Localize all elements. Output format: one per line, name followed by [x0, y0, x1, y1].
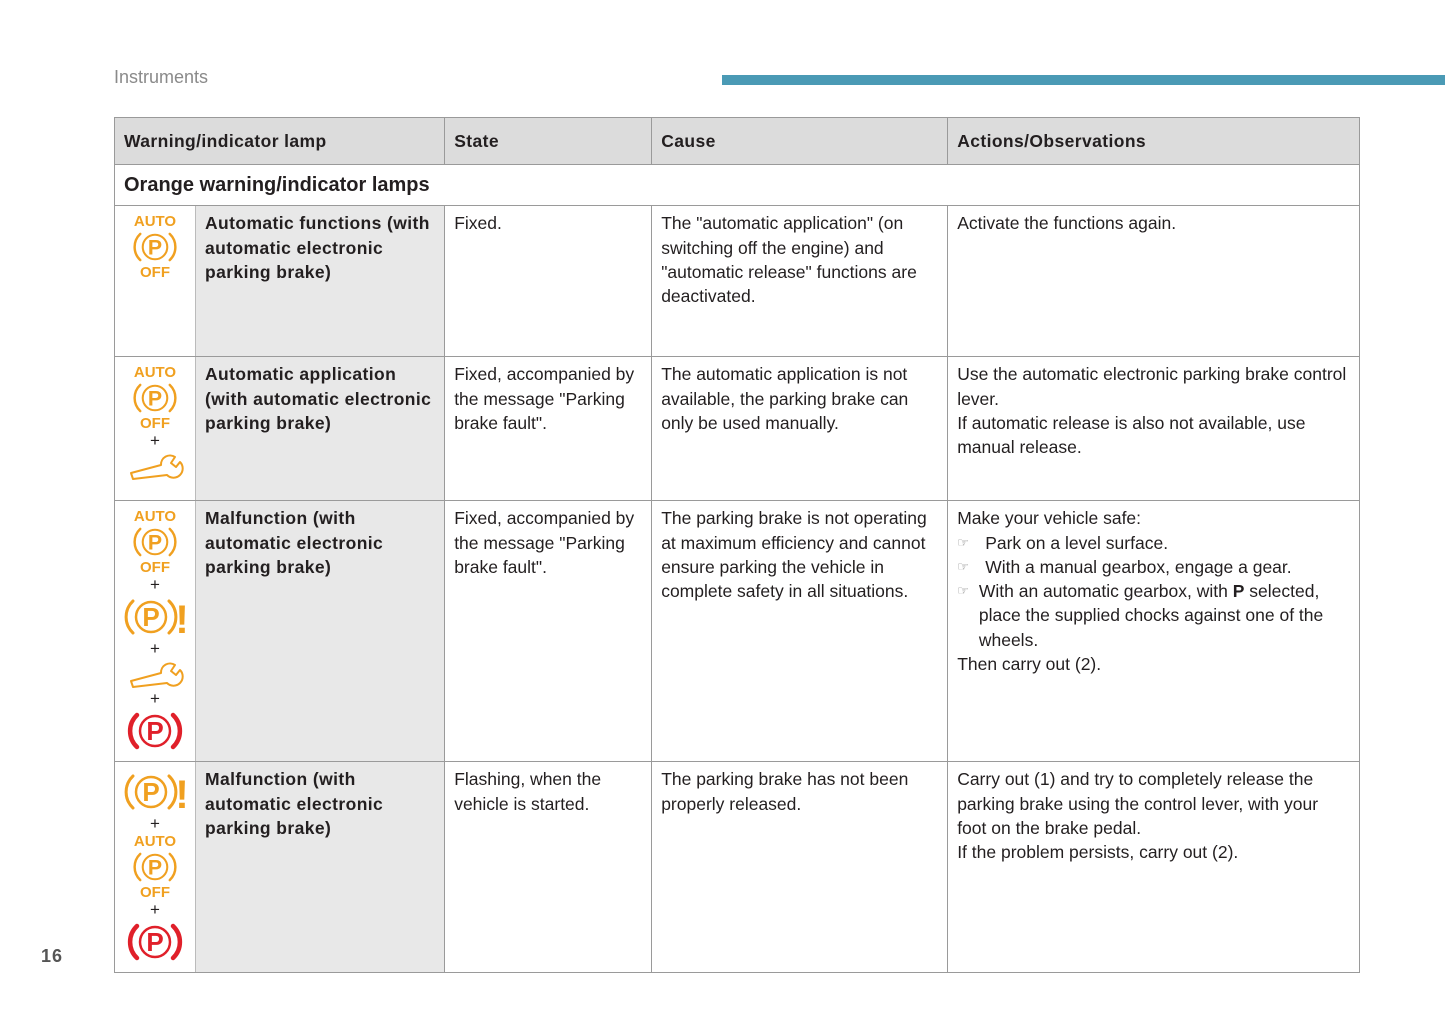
- lamp-icons: [115, 357, 196, 501]
- lamp-icons: [115, 501, 196, 762]
- lamp-cause: The automatic application is not available, the parking brake can only be used manually.: [652, 357, 948, 501]
- table-row: [115, 762, 1360, 973]
- col-lamp: Warning/indicator lamp: [115, 118, 445, 165]
- section-heading: Orange warning/indicator lamps: [115, 165, 1360, 206]
- lamp-name: Malfunction (with automatic electronic parking brake): [196, 762, 445, 973]
- warning-lamps-table: [114, 117, 1360, 973]
- lamp-state: Fixed, accompanied by the message "Parking brake fault".: [445, 357, 652, 501]
- auto-parking-off-icon: AUTO P OFF: [123, 834, 187, 900]
- plus-sign: +: [150, 900, 160, 920]
- action-bullet: ☞ With a manual gearbox, engage a gear.: [957, 555, 1350, 579]
- parking-brake-warning-icon: [123, 595, 189, 643]
- lamp-cause: The "automatic application" (on switching off the engine) and "automatic release" functions are deactivated.: [652, 206, 948, 357]
- table-row: [115, 357, 1360, 501]
- table-header-row: [115, 118, 1360, 165]
- auto-parking-off-icon: AUTO P OFF: [123, 365, 187, 431]
- svg-text:P: P: [147, 855, 163, 880]
- plus-sign: +: [150, 431, 160, 451]
- parking-brake-icon: [127, 920, 183, 964]
- action-outro: Then carry out (2).: [957, 654, 1102, 675]
- wrench-icon: [127, 659, 183, 689]
- col-cause: Cause: [652, 118, 948, 165]
- lamp-state: Fixed, accompanied by the message "Parking brake fault".: [445, 501, 652, 762]
- lamp-actions: [948, 357, 1360, 501]
- header-bar: [722, 75, 1445, 85]
- action-line: If automatic release is also not available, use manual release.: [957, 412, 1306, 458]
- parking-brake-icon: [130, 524, 180, 560]
- wrench-icon: [127, 451, 183, 481]
- lamp-name: Automatic functions (with automatic electronic parking brake): [196, 206, 445, 357]
- lamp-state: Fixed.: [445, 206, 652, 357]
- table-row: [115, 501, 1360, 762]
- plus-sign: +: [150, 639, 160, 659]
- action-line: Activate the functions again.: [957, 213, 1177, 234]
- svg-text:!: !: [175, 598, 189, 643]
- lamp-name: Automatic application (with automatic electronic parking brake): [196, 357, 445, 501]
- section-row: [115, 165, 1360, 206]
- parking-brake-icon: [130, 229, 180, 265]
- lamp-state: Flashing, when the vehicle is started.: [445, 762, 652, 973]
- lamp-cause: The parking brake is not operating at maximum efficiency and cannot ensure parking the vehicle in complete safety in all situations.: [652, 501, 948, 762]
- auto-parking-off-icon: AUTO P OFF: [123, 509, 187, 575]
- action-line: If the problem persists, carry out (2).: [957, 842, 1239, 863]
- pointing-hand-icon: ☞: [957, 558, 969, 574]
- svg-text:!: !: [175, 773, 189, 818]
- page-number: 16: [41, 946, 64, 966]
- svg-text:P: P: [147, 386, 163, 411]
- section-title: Instruments: [114, 67, 209, 87]
- lamp-icons: [115, 206, 196, 357]
- lamp-name: Malfunction (with automatic electronic parking brake): [196, 501, 445, 762]
- action-line: Use the automatic electronic parking brake control lever.: [957, 364, 1347, 409]
- lamp-actions: [948, 501, 1360, 762]
- pointing-hand-icon: ☞: [957, 583, 969, 599]
- svg-text:P: P: [142, 602, 160, 633]
- col-state: State: [445, 118, 652, 165]
- lamp-icons: [115, 762, 196, 973]
- col-actions: Actions/Observations: [948, 118, 1360, 165]
- parking-brake-icon: [130, 380, 180, 416]
- lamp-cause: The parking brake has not been properly released.: [652, 762, 948, 973]
- parking-brake-icon: [127, 709, 183, 753]
- svg-text:P: P: [146, 716, 164, 747]
- parking-brake-warning-icon: [123, 770, 189, 818]
- parking-brake-icon: [130, 849, 180, 885]
- plus-sign: +: [150, 689, 160, 709]
- svg-text:P: P: [147, 235, 163, 260]
- svg-text:P: P: [142, 777, 160, 808]
- action-intro: Make your vehicle safe:: [957, 508, 1142, 529]
- plus-sign: +: [150, 814, 160, 834]
- table-row: [115, 206, 1360, 357]
- action-bullet: ☞ Park on a level surface.: [957, 531, 1350, 555]
- pointing-hand-icon: ☞: [957, 534, 969, 550]
- auto-parking-off-icon: AUTO P OFF: [123, 214, 187, 280]
- lamp-actions: [948, 206, 1360, 357]
- lamp-actions: [948, 762, 1360, 973]
- action-bullet: ☞ With an automatic gearbox, with P selected, place the supplied chocks against one of the wheels.: [957, 579, 1350, 652]
- plus-sign: +: [150, 575, 160, 595]
- svg-text:P: P: [146, 927, 164, 958]
- svg-text:P: P: [147, 530, 163, 555]
- action-line: Carry out (1) and try to completely release the parking brake using the control lever, with your foot on the brake pedal.: [957, 769, 1319, 838]
